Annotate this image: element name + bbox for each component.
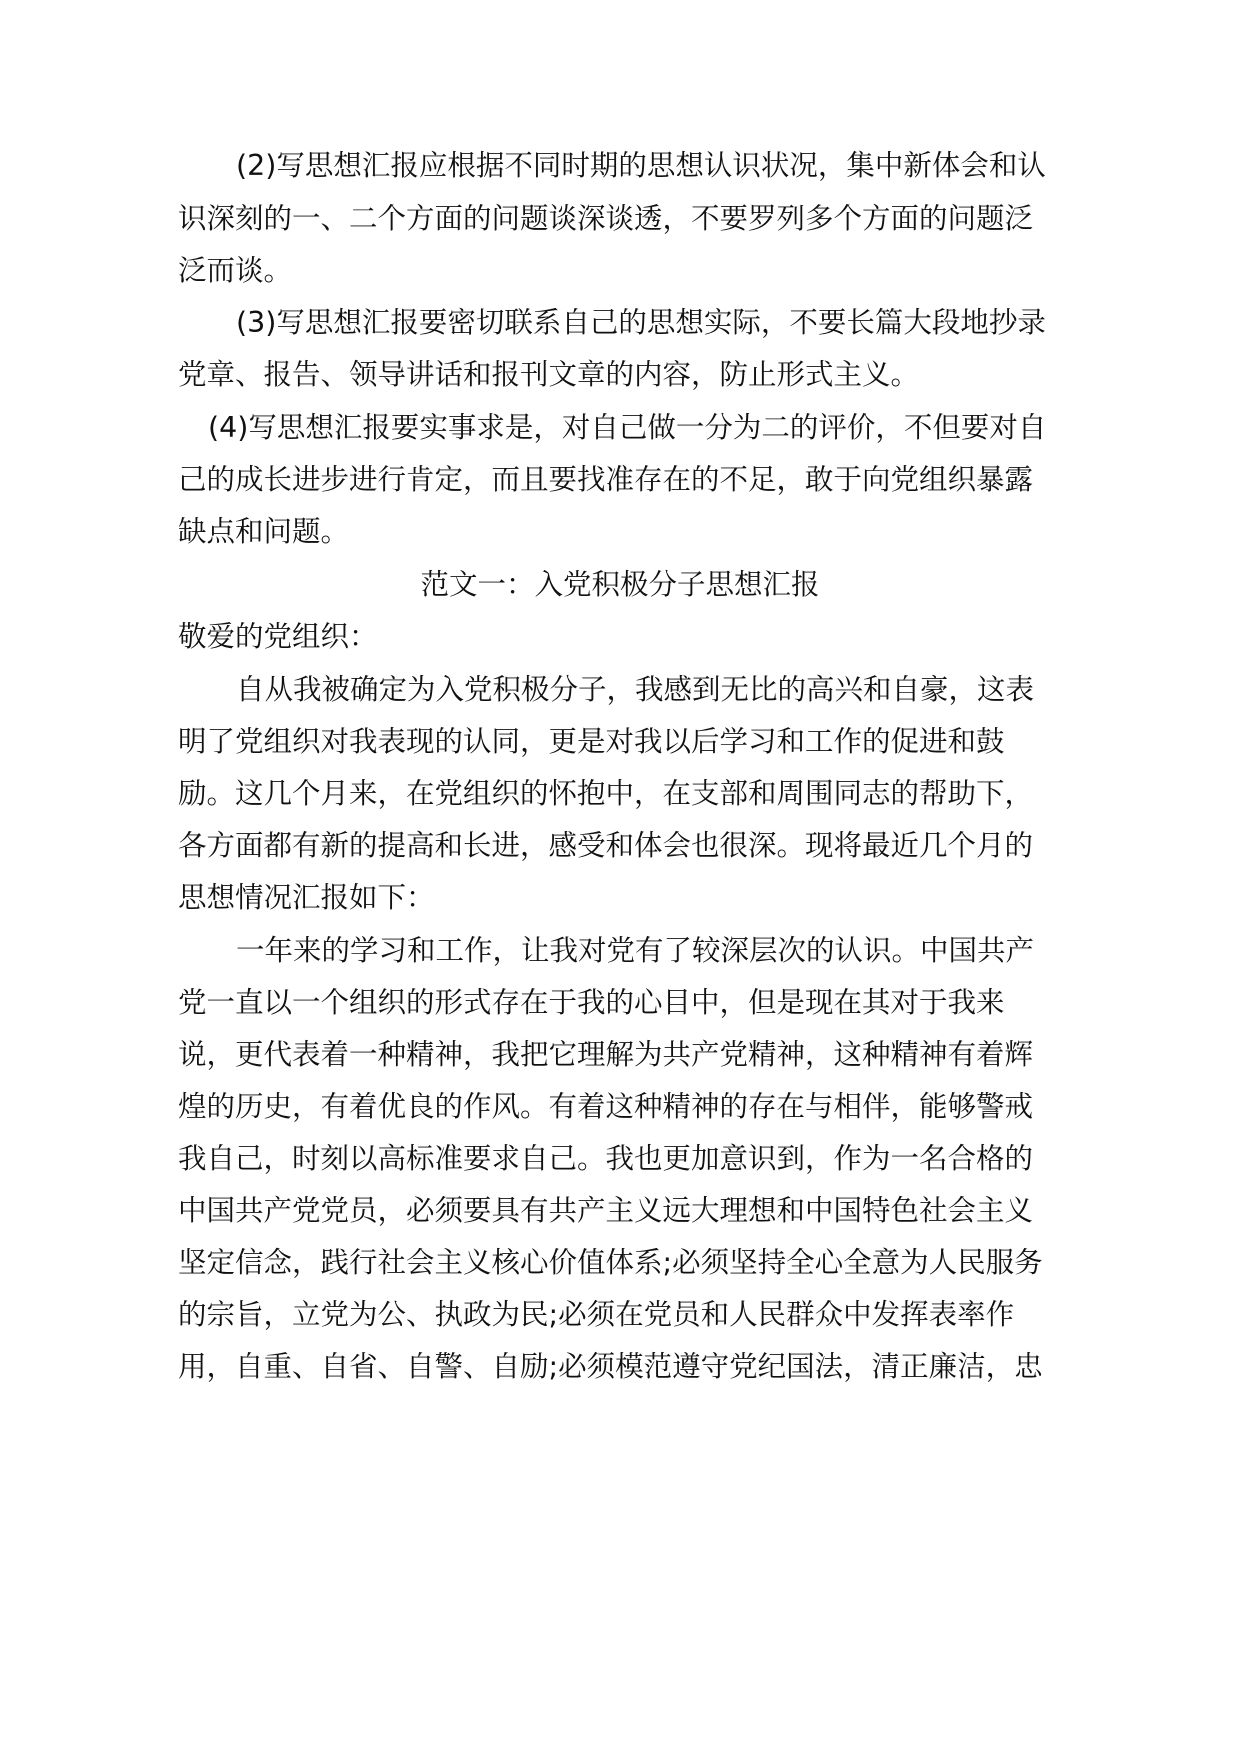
paragraph-3-line-1: (3)写思想汇报要密切联系自己的思想实际，不要长篇大段地抄录: [236, 306, 1046, 339]
body-paragraph-2-line-4: 煌的历史，有着优良的作风。有着这种精神的存在与相伴，能够警戒: [178, 1090, 1034, 1123]
paragraph-4-line-1: (4)写思想汇报要实事求是，对自己做一分为二的评价，不但要对自: [208, 411, 1047, 444]
body-paragraph-2-line-2: 党一直以一个组织的形式存在于我的心目中，但是现在其对于我来: [178, 986, 1005, 1019]
body-paragraph-2-line-8: 的宗旨，立党为公、执政为民;必须在党员和人民群众中发挥表率作: [178, 1298, 1015, 1331]
body-paragraph-2-line-9: 用，自重、自省、自警、自励;必须模范遵守党纪国法，清正廉洁，忠: [178, 1350, 1043, 1383]
body-paragraph-1-line-4: 各方面都有新的提高和长进，感受和体会也很深。现将最近几个月的: [178, 829, 1034, 862]
paragraph-4-line-3: 缺点和问题。: [178, 515, 350, 548]
body-paragraph-2-line-7: 坚定信念，践行社会主义核心价值体系;必须坚持全心全意为人民服务: [178, 1246, 1043, 1279]
body-paragraph-2-line-5: 我自己，时刻以高标准要求自己。我也更加意识到，作为一名合格的: [178, 1142, 1034, 1175]
body-paragraph-1-line-2: 明了党组织对我表现的认同，更是对我以后学习和工作的促进和鼓: [178, 725, 1005, 758]
body-paragraph-1-line-1: 自从我被确定为入党积极分子，我感到无比的高兴和自豪，这表: [236, 673, 1035, 706]
body-paragraph-2-line-6: 中国共产党党员，必须要具有共产主义远大理想和中国特色社会主义: [178, 1194, 1034, 1227]
paragraph-2-line-3: 泛而谈。: [178, 254, 293, 287]
paragraph-2-line-2: 识深刻的一、二个方面的问题谈深谈透，不要罗列多个方面的问题泛: [178, 202, 1034, 235]
paragraph-4-line-2: 己的成长进步进行肯定，而且要找准存在的不足，敢于向党组织暴露: [178, 463, 1034, 496]
body-paragraph-2-line-3: 说，更代表着一种精神，我把它理解为共产党精神，这种精神有着辉: [178, 1038, 1034, 1071]
body-paragraph-1-line-3: 励。这几个月来，在党组织的怀抱中，在支部和周围同志的帮助下，: [178, 777, 1034, 810]
body-paragraph-2-line-1: 一年来的学习和工作，让我对党有了较深层次的认识。中国共产: [236, 934, 1035, 967]
sample-title: 范文一：入党积极分子思想汇报: [420, 568, 820, 601]
body-paragraph-1-line-5: 思想情况汇报如下：: [178, 881, 435, 914]
salutation: 敬爱的党组织：: [178, 620, 378, 653]
paragraph-3-line-2: 党章、报告、领导讲话和报刊文章的内容，防止形式主义。: [178, 358, 920, 391]
paragraph-2-line-1: (2)写思想汇报应根据不同时期的思想认识状况，集中新体会和认: [236, 149, 1046, 182]
